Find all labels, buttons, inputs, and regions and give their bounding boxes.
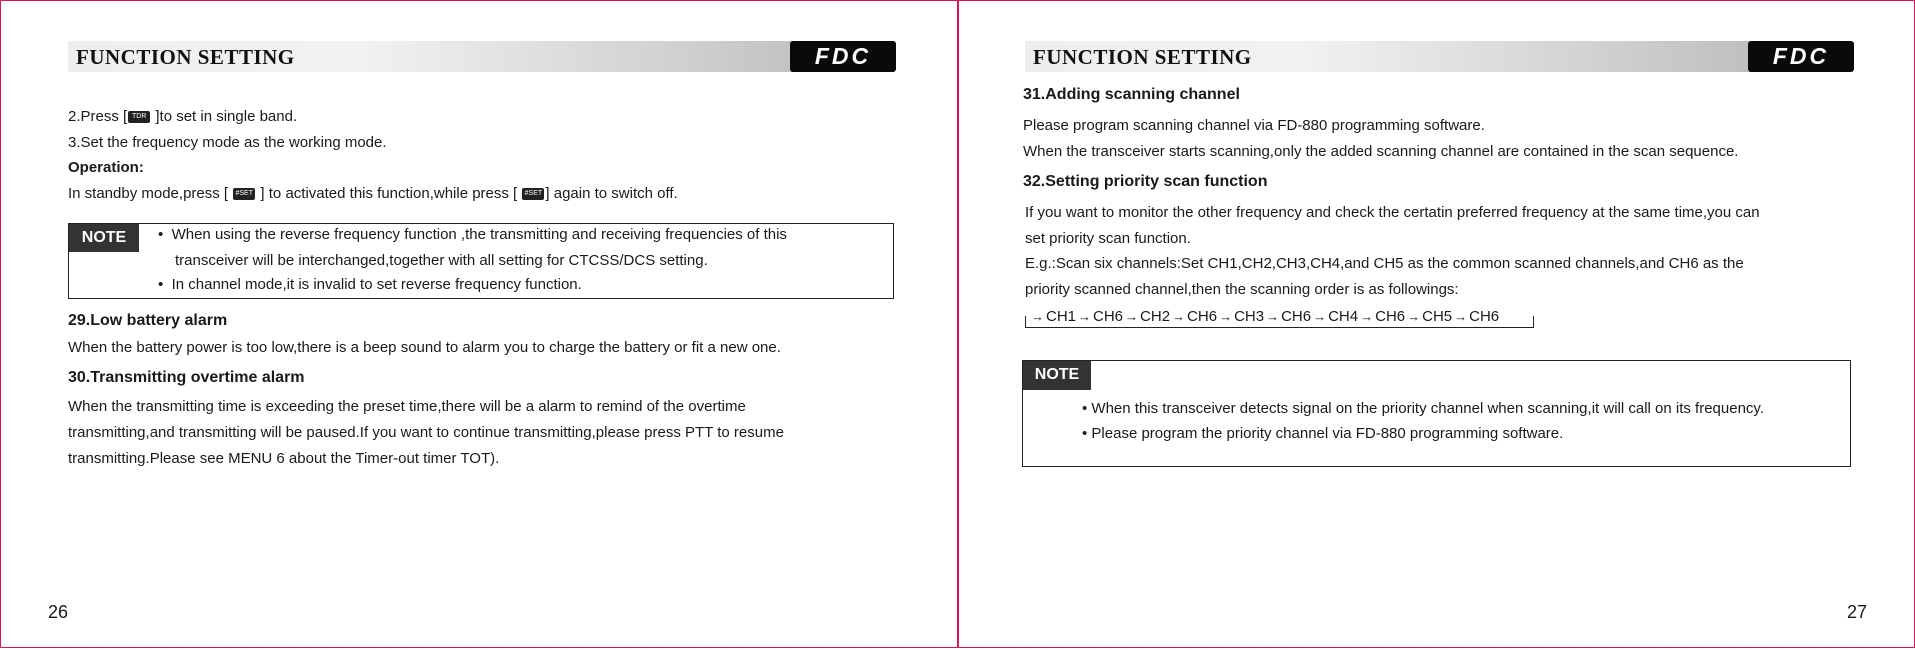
step-2-text-post: ]to set in single band. (151, 108, 298, 125)
scan-channel: CH2 (1140, 308, 1171, 325)
section-text-32-line: priority scanned channel,then the scanning order is as followings: (1025, 281, 1459, 298)
note-bullet-text: When this transceiver detects signal on the priority channel when scanning,it will call on its frequency. (1091, 400, 1764, 417)
arrow-right-icon: → (1125, 309, 1139, 324)
instruction-step-3: 3.Set the frequency mode as the working mode. (68, 134, 387, 151)
note-bullet: • When using the reverse frequency function ,the transmitting and receiving frequencies of this (158, 226, 787, 243)
arrow-right-icon: → (1360, 309, 1374, 324)
set-key-icon: #SET (233, 188, 255, 200)
scan-loop-start (1025, 316, 1026, 328)
step-2-text-pre: 2.Press [ (68, 108, 128, 125)
scan-channel: CH3 (1234, 308, 1265, 325)
arrow-right-icon: → (1266, 309, 1280, 324)
instruction-step-2 (68, 108, 297, 126)
scan-order-row (1029, 308, 1499, 325)
section-text-31-line: When the transceiver starts scanning,only the added scanning channel are contained in the scan sequence. (1023, 143, 1739, 160)
section-text-30-line: transmitting,and transmitting will be paused.If you want to continue transmitting,please press PTT to resume (68, 424, 784, 441)
scan-channel: CH1 (1046, 308, 1077, 325)
scan-channel: CH6 (1281, 308, 1312, 325)
section-text-29: When the battery power is too low,there is a beep sound to alarm you to charge the battery or fit a new one. (68, 339, 781, 356)
arrow-right-icon: → (1313, 309, 1327, 324)
logo-text: FDC (814, 43, 872, 69)
note-bullet-continuation: transceiver will be interchanged,together with all setting for CTCSS/DCS setting. (175, 252, 708, 269)
note-bullet: • In channel mode,it is invalid to set reverse frequency function. (158, 276, 582, 293)
scan-loop-end (1533, 316, 1534, 328)
scan-channel: CH6 (1093, 308, 1124, 325)
section-text-32-line: E.g.:Scan six channels:Set CH1,CH2,CH3,CH4,and CH5 as the common scanned channels,and CH6 as the (1025, 255, 1744, 272)
note-box (68, 223, 894, 299)
op-text-mid: ] to activated this function,while press [ (256, 185, 522, 202)
section-heading-32: 32.Setting priority scan function (1023, 173, 1268, 190)
arrow-right-icon: → (1078, 309, 1092, 324)
operation-label: Operation: (68, 159, 144, 176)
scan-loop-line (1025, 327, 1534, 328)
note-bullet: • When this transceiver detects signal on the priority channel when scanning,it will call on its frequency. (1082, 400, 1764, 417)
page-number: 27 (1847, 602, 1868, 622)
note-box (1022, 360, 1851, 467)
scan-channel: CH4 (1328, 308, 1359, 325)
op-text-pre: In standby mode,press [ (68, 185, 233, 202)
scan-channel: CH6 (1187, 308, 1218, 325)
tdr-key-icon: TDR (128, 111, 150, 123)
header-title: FUNCTION SETTING (1033, 45, 1252, 69)
note-bullet-text: When using the reverse frequency function ,the transmitting and receiving frequencies of this (171, 226, 787, 243)
note-label: NOTE (69, 224, 139, 252)
header-bar (1025, 41, 1810, 72)
scan-channel: CH6 (1375, 308, 1406, 325)
section-heading-31: 31.Adding scanning channel (1023, 86, 1240, 103)
operation-text (68, 185, 678, 203)
section-text-31-line: Please program scanning channel via FD-880 programming software. (1023, 117, 1485, 134)
op-text-post: ] again to switch off. (545, 185, 678, 202)
section-text-30-line: When the transmitting time is exceeding the preset time,there will be a alarm to remind of the overtime (68, 398, 746, 415)
section-text-30-line: transmitting.Please see MENU 6 about the Timer-out timer TOT). (68, 450, 500, 467)
note-bullet: • Please program the priority channel via FD-880 programming software. (1082, 425, 1564, 442)
note-bullet-text: Please program the priority channel via FD-880 programming software. (1091, 425, 1564, 442)
page-left (0, 0, 958, 648)
section-heading-29: 29.Low battery alarm (68, 312, 228, 329)
note-bullet-text: In channel mode,it is invalid to set reverse frequency function. (171, 276, 582, 293)
header-title: FUNCTION SETTING (76, 45, 295, 69)
logo-text: FDC (1772, 43, 1830, 69)
page-number: 26 (48, 602, 69, 622)
scan-channel: CH5 (1422, 308, 1453, 325)
page-right (958, 0, 1915, 648)
fdc-logo (790, 41, 896, 72)
arrow-right-icon: → (1219, 309, 1233, 324)
section-text-32-line: set priority scan function. (1025, 230, 1191, 247)
arrow-right-icon: → (1031, 309, 1044, 324)
arrow-right-icon: → (1172, 309, 1186, 324)
header-bar (68, 41, 894, 72)
section-text-32-line: If you want to monitor the other frequency and check the certatin preferred frequency at the same time,you can (1025, 204, 1760, 221)
scan-channel: CH6 (1469, 308, 1500, 325)
note-label: NOTE (1023, 361, 1091, 390)
set-key-icon: #SET (522, 188, 544, 200)
arrow-right-icon: → (1407, 309, 1421, 324)
section-heading-30: 30.Transmitting overtime alarm (68, 369, 305, 386)
arrow-right-icon: → (1454, 309, 1468, 324)
fdc-logo (1748, 41, 1854, 72)
